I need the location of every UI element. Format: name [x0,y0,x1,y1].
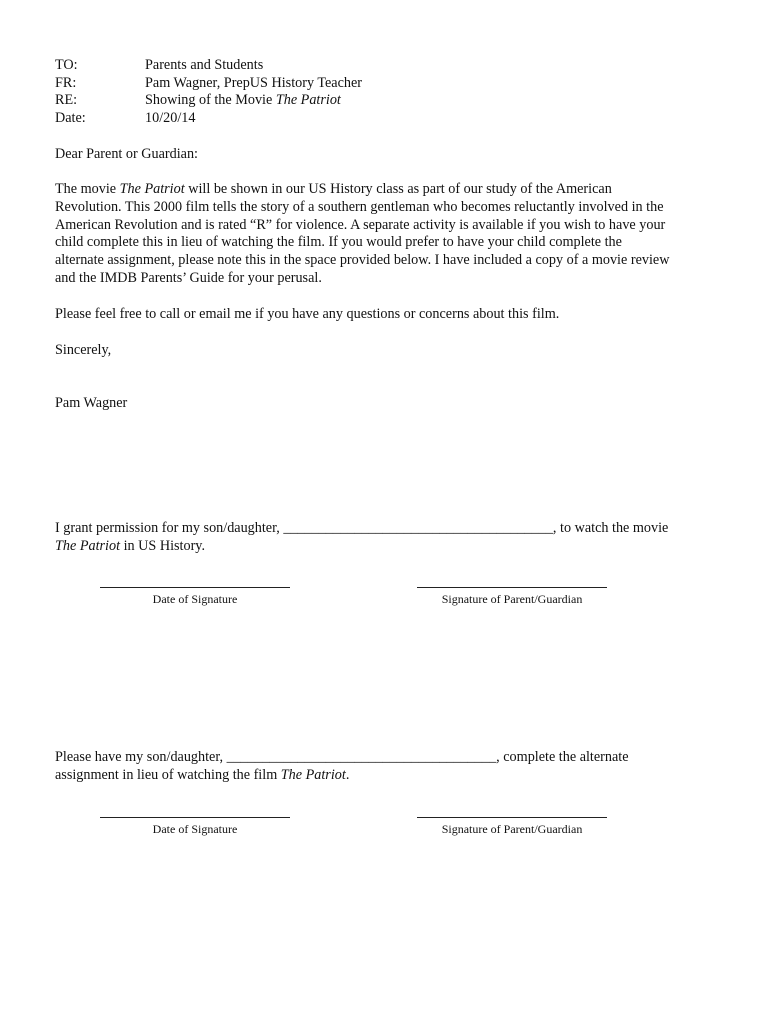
body-line-1-prefix: The movie [55,181,120,197]
body-line-4: child complete this in lieu of watching the film. If you would prefer to have your child complete the [55,234,622,251]
permission-parent-signature[interactable] [417,587,607,607]
regarding-movie-title: The Patriot [275,92,341,108]
permission-date-line[interactable] [100,587,290,588]
permission-line-2 [55,538,719,556]
to-label: TO: [55,57,78,73]
permission-line-2-suffix: in US History. [120,537,206,554]
permission-movie-title: The Patriot [55,537,121,554]
alternate-line-2 [55,767,719,785]
alternate-statement [55,749,719,785]
salutation: Dear Parent or Guardian: [55,146,198,162]
permission-parent-label: Signature of Parent/Guardian [441,592,583,606]
alternate-movie-title: The Patriot [280,766,346,783]
regarding-label: RE: [55,92,78,108]
alternate-date-signature[interactable] [100,817,290,837]
permission-line-1: I grant permission for my son/daughter, ______________________________________, to watch the movie [55,520,669,536]
signature-name: Pam Wagner [55,395,128,411]
permission-date-signature[interactable] [100,587,290,607]
letter-body [55,181,719,288]
permission-statement [55,520,719,556]
alternate-parent-label: Signature of Parent/Guardian [441,822,583,836]
alternate-line-1: Please have my son/daughter, ______________________________________, complete the alternate [55,749,629,765]
body-line-5: alternate assignment, please note this in the space provided below. I have included a copy of a movie review [55,252,670,269]
alternate-parent-signature[interactable] [417,817,607,837]
alternate-date-label: Date of Signature [152,822,238,836]
contact-paragraph: Please feel free to call or email me if you have any questions or concerns about this film. [55,306,560,322]
from-value: Pam Wagner, PrepUS History Teacher [145,75,363,91]
body-movie-title: The Patriot [119,181,185,197]
from-label: FR: [55,75,77,91]
body-line-1 [55,181,719,199]
regarding-value [145,92,341,109]
alternate-line-2-prefix: assignment in lieu of watching the film [55,766,281,783]
closing: Sincerely, [55,342,112,358]
alternate-line-2-suffix: . [345,766,350,783]
to-value: Parents and Students [145,57,264,73]
date-value: 10/20/14 [145,110,196,126]
permission-date-label: Date of Signature [152,592,238,606]
alternate-date-line[interactable] [100,817,290,818]
body-line-3: American Revolution and is rated “R” for violence. A separate activity is available if you wish to have your [55,216,666,233]
permission-parent-line[interactable] [417,587,607,588]
regarding-prefix: Showing of the Movie [145,92,276,108]
date-label: Date: [55,110,86,126]
body-line-2: Revolution. This 2000 film tells the story of a southern gentleman who becomes reluctantly involved in the [55,198,664,215]
body-line-6: and the IMDB Parents’ Guide for your perusal. [55,269,322,286]
body-line-1-suffix: will be shown in our US History class as part of our study of the American [184,181,612,197]
alternate-parent-line[interactable] [417,817,607,818]
